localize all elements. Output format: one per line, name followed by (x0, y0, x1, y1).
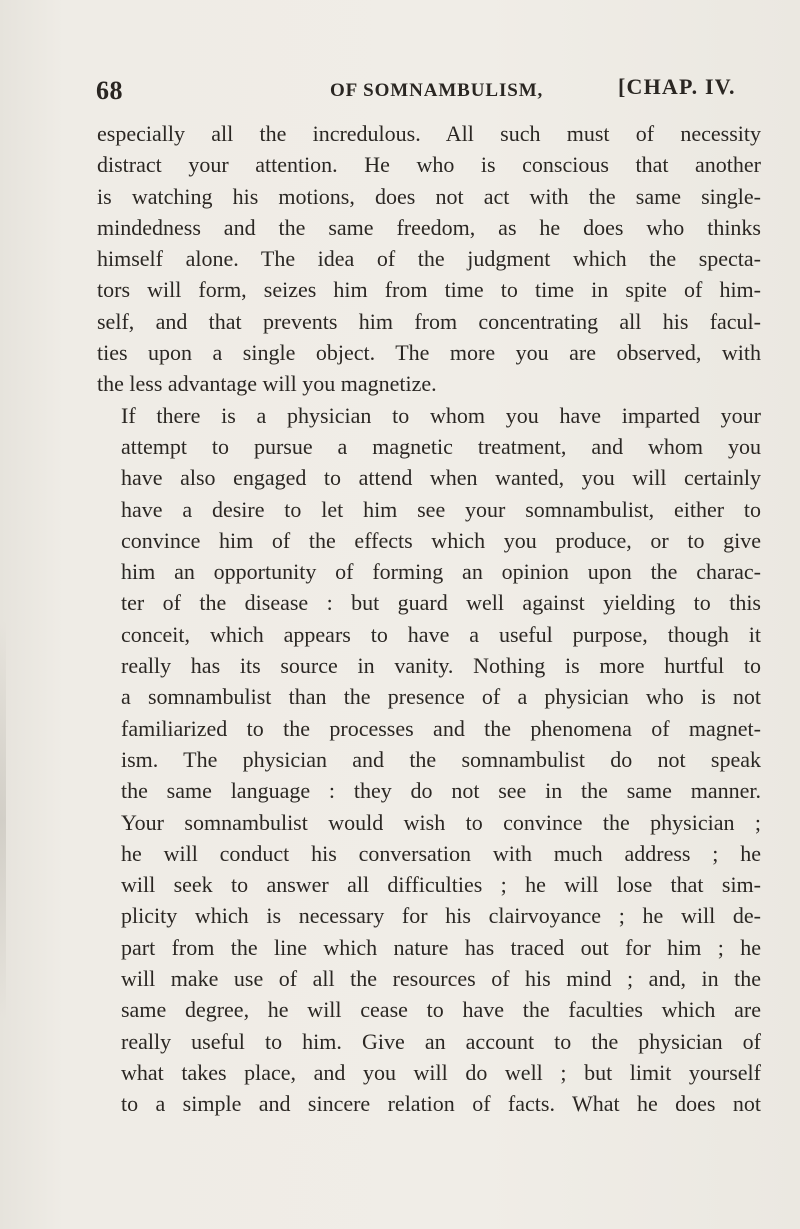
text-line: will seek to answer all difficulties ; he will lose that sim- (121, 872, 761, 898)
text-line: convince him of the effects which you produce, or to give (121, 527, 761, 553)
paragraph-1 (97, 118, 761, 400)
text-line: mindedness and the same freedom, as he does who thinks (97, 214, 761, 240)
text-line: tors will form, seizes him from time to time in spite of him- (97, 277, 761, 303)
text-line: especially all the incredulous. All such must of necessity (97, 121, 761, 146)
text-line: plicity which is necessary for his clairvoyance ; he will de- (121, 903, 761, 929)
text-line: he will conduct his conversation with much address ; he (121, 840, 761, 866)
text-line: have a desire to let him see your somnambulist, either to (121, 496, 761, 522)
text-line: will make use of all the resources of his mind ; and, in the (121, 966, 761, 992)
text-line: conceit, which appears to have a useful purpose, though it (121, 621, 761, 647)
text-line: same degree, he will cease to have the faculties which are (121, 997, 761, 1023)
page-edge-shadow (0, 620, 6, 1020)
text-line: ties upon a single object. The more you are observed, with (97, 340, 761, 366)
text-line: the same language : they do not see in the same manner. (121, 778, 761, 804)
chapter-mark: [CHAP. IV. (618, 74, 736, 99)
text-line: attempt to pursue a magnetic treatment, and whom you (121, 433, 761, 459)
text-line: part from the line which nature has traced out for him ; he (121, 934, 761, 960)
text-line: himself alone. The idea of the judgment which the specta- (97, 246, 761, 272)
text-line: to a simple and sincere relation of facts. What he does not (121, 1091, 761, 1117)
page-number: 68 (96, 76, 123, 105)
text-line: ter of the disease : but guard well against yielding to this (121, 590, 761, 616)
text-line: distract your attention. He who is conscious that another (97, 152, 761, 178)
text-line: really useful to him. Give an account to the physician of (121, 1028, 761, 1054)
text-line: really has its source in vanity. Nothing is more hurtful to (121, 653, 761, 679)
running-head: OF SOMNAMBULISM, (330, 80, 544, 101)
text-line: Your somnambulist would wish to convince the physician ; (121, 809, 761, 835)
text-line: familiarized to the processes and the phenomena of magnet- (121, 715, 761, 741)
text-line: is watching his motions, does not act with the same single- (97, 183, 761, 209)
paragraph-2 (97, 400, 761, 1120)
body-text (97, 118, 761, 1120)
text-line: him an opportunity of forming an opinion upon the charac- (121, 559, 761, 585)
text-line: self, and that prevents him from concentrating all his facul- (97, 308, 761, 334)
page-header (96, 70, 764, 110)
text-line: have also engaged to attend when wanted, you will certainly (121, 465, 761, 491)
text-line: the less advantage will you magnetize. (97, 371, 437, 397)
text-line: a somnambulist than the presence of a physician who is not (121, 684, 761, 710)
text-line: what takes place, and you will do well ; but limit yourself (121, 1059, 761, 1085)
text-line: ism. The physician and the somnambulist do not speak (121, 746, 761, 772)
text-line: If there is a physician to whom you have imparted your (121, 402, 761, 428)
